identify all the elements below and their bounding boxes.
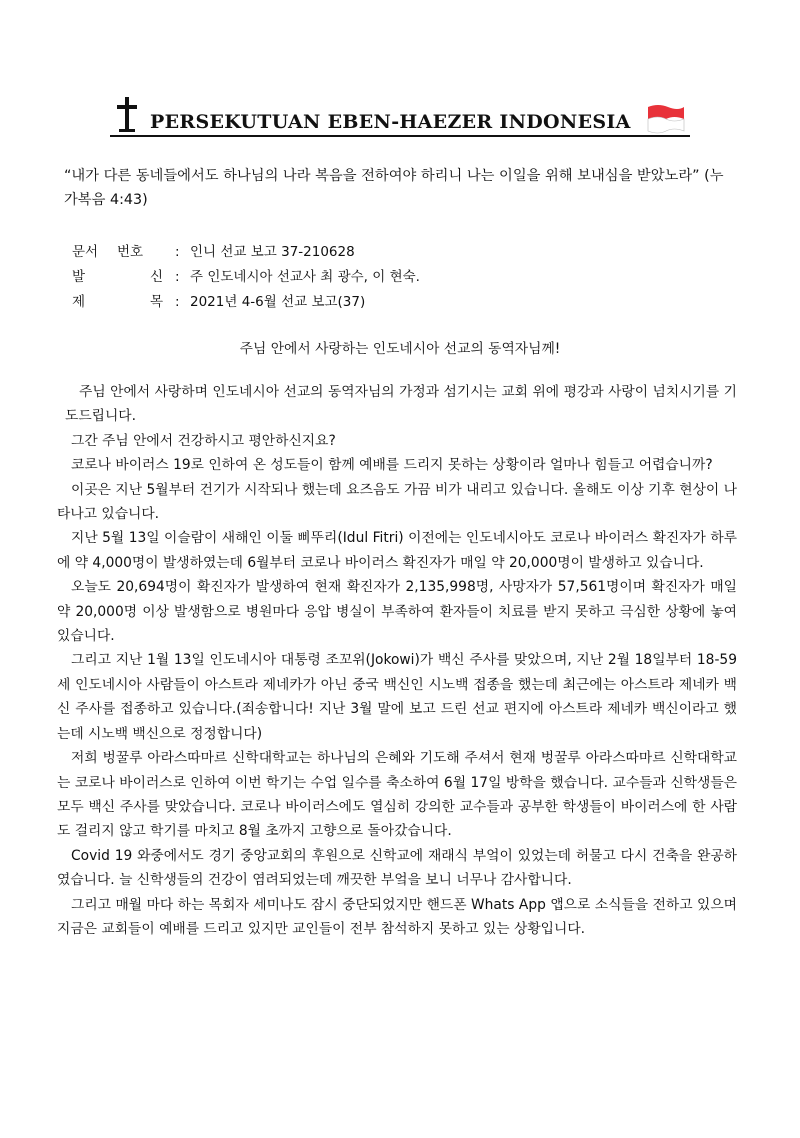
paragraph: 저희 벙꿀루 아라스따마르 신학대학교는 하나님의 은혜와 기도해 주셔서 현재 벙꿀루 아라스따마르 신학대학교는 코로나 바이러스로 인하여 이번 학기는 수업 일수를 축소하여 6월 17일 방학을 했습니다. 교수들과 신학생들은 모두 백신 주사를 맞았습니다. 코로나 바이러스에도 열심히 강의한 교수들과 공부한 학생들이 바이러스에 한 사람도 걸리지 않고 학기를 마치고 8월 초까지 고향으로 돌아갔습니다. xyxy=(57,750,737,840)
paragraph: 코로나 바이러스 19로 인하여 온 성도들이 함께 예배를 드리지 못하는 상황이라 얼마나 힘들고 어렵습니까? xyxy=(71,457,713,474)
paragraph: Covid 19 와중에서도 경기 중앙교회의 후원으로 신학교에 재래식 부엌이 있었는데 허물고 다시 건축을 완공하였습니다. 늘 신학생들의 건강이 염려되었는데 깨끗한 부엌을 보니 너무나 감사합니다. xyxy=(57,847,737,889)
paragraph: 오늘도 20,694명이 확진자가 발생하여 현재 확진자가 2,135,998명, 사망자가 57,561명이며 확진자가 매일 약 20,000명 이상 발생함으로 병원마다 응압 병실이 부족하여 환자들이 치료를 받지 못하고 극심한 상황에 놓여 있습니다. xyxy=(57,579,737,645)
salutation: 주님 안에서 사랑하는 인도네시아 선교의 동역자님께! xyxy=(239,341,561,357)
scripture-verse: “내가 다른 동네들에서도 하나님의 나라 복음을 전하여야 하리니 나는 이일을 위해 보내심을 받았노라” (누가복음 4:43) xyxy=(64,168,724,208)
meta-value: 주 인도네시아 선교사 최 광수, 이 현숙. xyxy=(190,269,420,285)
paragraph: 이곳은 지난 5월부터 건기가 시작되나 했는데 요즈음도 가끔 비가 내리고 있습니다. 올해도 이상 기후 현상이 나타나고 있습니다. xyxy=(57,481,737,523)
organization-title: PERSEKUTUAN EBEN-HAEZER INDONESIA xyxy=(150,111,631,133)
letter-body xyxy=(57,380,737,941)
letterhead xyxy=(110,96,690,140)
paragraph: 그리고 지난 1월 13일 인도네시아 대통령 조꼬위(Jokowi)가 백신 주사를 맞았으며, 지난 2월 18일부터 18-59세 인도네시아 사람들이 아스트라 제네카가 아닌 중국 백신인 시노백 접종을 했는데 최근에는 아스트라 제네카 백신 주사를 접종하고 있습니다.(죄송합니다! 지난 3월 말에 보고 드린 선교 편지에 아스트라 제네카 백신이라고 했는데 시노백 백신으로 정정합니다) xyxy=(57,652,737,742)
paragraph: 그리고 매월 마다 하는 목회자 세미나도 잠시 중단되었지만 핸드폰 Whats App 앱으로 소식들을 전하고 있으며 지금은 교회들이 예배를 드리고 있지만 교인들이 전부 참석하지 못하고 있는 상황입니다. xyxy=(57,896,737,937)
header-divider xyxy=(110,135,690,137)
paragraph: 지난 5월 13일 이슬람이 새해인 이둘 삐뚜리(Idul Fitri) 이전에는 인도네시아도 코로나 바이러스 확진자가 하루에 약 4,000명이 발생하였는데 6월부터 코로나 바이러스 확진자가 매일 약 20,000명이 발생하고 있습니다. xyxy=(57,530,737,571)
meta-colon: : xyxy=(175,294,180,310)
cross-icon xyxy=(114,96,140,132)
paragraph: 주님 안에서 사랑하며 인도네시아 선교의 동역자님의 가정과 섬기시는 교회 위에 평강과 사랑이 넘치시기를 기도드립니다. xyxy=(65,384,737,425)
meta-value: 인니 선교 보고 37-210628 xyxy=(190,244,355,260)
meta-colon: : xyxy=(175,244,180,260)
indonesia-flag-icon xyxy=(646,104,686,134)
meta-colon: : xyxy=(175,269,180,285)
meta-value: 2021년 4-6월 선교 보고(37) xyxy=(190,294,366,310)
paragraph: 그간 주님 안에서 건강하시고 평안하신지요? xyxy=(71,432,336,449)
